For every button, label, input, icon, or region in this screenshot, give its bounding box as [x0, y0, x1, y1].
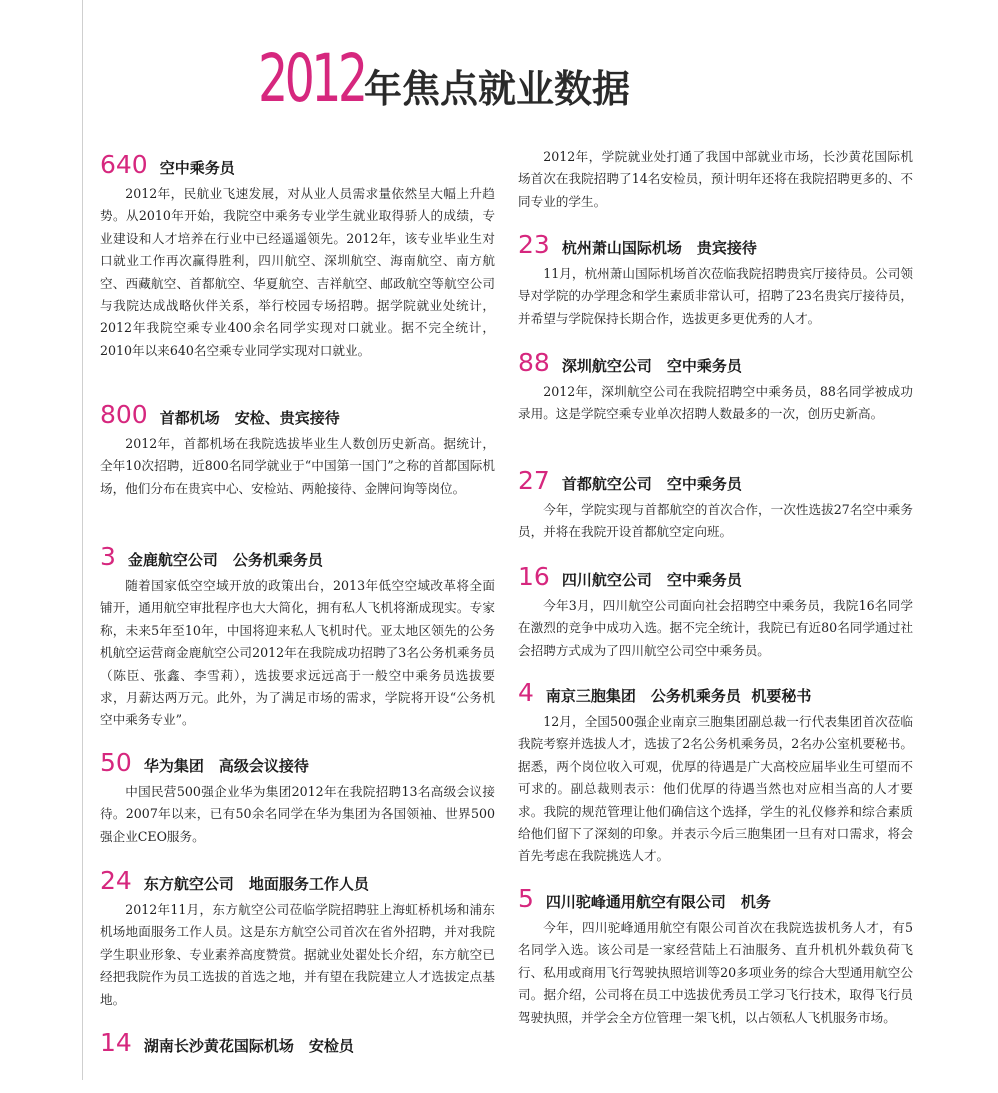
section-heading: [518, 884, 913, 914]
section-14-continued: [518, 146, 913, 213]
section-number: 800: [100, 400, 148, 429]
section-heading: [100, 866, 495, 896]
section-body: 今年3月，四川航空公司面向社会招聘空中乘务员，我院16名同学在激烈的竞争中成功入选。据不完全统计，我院已有近80名同学通过社会招聘方式成为了四川航空公司空中乘务员。: [518, 598, 913, 658]
section-number: 14: [100, 1028, 132, 1057]
section-4: [518, 678, 913, 868]
section-title: 金鹿航空公司 公务机乘务员: [127, 551, 323, 569]
section-body: 今年，四川驼峰通用航空有限公司首次在我院选拔机务人才，有5名同学入选。该公司是一家经营陆上石油服务、直升机机外载负荷飞行、私用或商用飞行驾驶执照培训等20多项业务的综合大型通用航空公司。据介绍，公司将在员工中选拔优秀员工学习飞行技术，取得飞行员驾驶执照，并学会全方位管理一架飞机，以占领私人飞机服务市场。: [518, 920, 913, 1025]
section-heading: [100, 400, 495, 430]
section-23: [518, 230, 913, 330]
section-number: 27: [518, 466, 550, 495]
section-title: 南京三胞集团 公务机乘务员 机要秘书: [545, 687, 812, 705]
section-heading: [100, 542, 495, 572]
section-800: [100, 400, 495, 500]
section-body: 12月，全国500强企业南京三胞集团副总裁一行代表集团首次莅临我院考察并选拔人才，选拔了2名公务机乘务员，2名办公室机要秘书。据悉，两个岗位收入可观，优厚的待遇是广大高校应届毕业生可望而不可求的。副总裁则表示：他们优厚的待遇当然也对应相当高的人才要求。我院的规范管理让他们确信这个选择，学生的礼仪修养和综合素质给他们留下了深刻的印象。并表示今后三胞集团一旦有对口需求，将会首先考虑在我院挑选人才。: [518, 714, 913, 864]
section-title: 四川驼峰通用航空有限公司 机务: [545, 893, 771, 911]
section-number: 16: [518, 562, 550, 591]
section-body: 2012年，首都机场在我院选拔毕业生人数创历史新高。据统计，全年10次招聘，近800名同学就业于“中国第一国门”之称的首都国际机场，他们分布在贵宾中心、安检站、两舱接待、金牌问询等岗位。: [100, 436, 495, 496]
page-margin-line: [82, 0, 83, 1080]
section-number: 4: [518, 678, 534, 707]
section-heading: [518, 348, 913, 378]
section-heading: [518, 230, 913, 260]
section-heading: [100, 1028, 495, 1058]
section-title: 湖南长沙黄花国际机场 安检员: [143, 1037, 354, 1055]
section-number: 3: [100, 542, 116, 571]
section-50: [100, 748, 495, 848]
section-body: 11月，杭州萧山国际机场首次莅临我院招聘贵宾厅接待员。公司领导对学院的办学理念和学生素质非常认可，招聘了23名贵宾厅接待员，并希望与学院保持长期合作，选拔更多更优秀的人才。: [518, 266, 913, 326]
section-title: 东方航空公司 地面服务工作人员: [143, 875, 369, 893]
section-heading: [518, 562, 913, 592]
section-88: [518, 348, 913, 426]
section-heading: [518, 678, 913, 708]
title-year: 2012: [258, 40, 365, 117]
section-5: [518, 884, 913, 1029]
section-body: 2012年11月，东方航空公司莅临学院招聘驻上海虹桥机场和浦东机场地面服务工作人员。这是东方航空公司首次在省外招聘，并对我院学生职业形象、专业素养高度赞赏。据就业处翟处长介绍，东方航空已经把我院作为员工选拔的首选之地，并有望在我院建立人才选拔定点基地。: [100, 902, 495, 1007]
section-640: [100, 150, 495, 362]
section-number: 5: [518, 884, 534, 913]
section-27: [518, 466, 913, 544]
section-body: 随着国家低空空域开放的政策出台，2013年低空空域改革将全面铺开，通用航空审批程序也大大简化，拥有私人飞机将渐成现实。专家称，未来5年至10年，中国将迎来私人飞机时代。亚太地区领先的公务机航空运营商金鹿航空公司2012年在我院成功招聘了3名公务机乘务员（陈臣、张鑫、李雪莉），选拔要求远远高于一般空中乘务员选拔要求，月薪达两万元。此外，为了满足市场的需求，学院将开设“公务机空中乘务专业”。: [100, 578, 495, 728]
title-text: 年焦点就业数据: [364, 67, 631, 111]
section-body: 2012年，民航业飞速发展，对从业人员需求量依然呈大幅上升趋势。从2010年开始，我院空中乘务专业学生就业取得骄人的成绩，专业建设和人才培养在行业中已经遥遥领先。2012年，该专业毕业生对口就业工作再次赢得胜利，四川航空、深圳航空、海南航空、南方航空、西藏航空、首都航空、华夏航空、吉祥航空、邮政航空等航空公司与我院达成战略伙伴关系，举行校园专场招聘。据学院就业处统计，2012年我院空乘专业400余名同学实现对口就业。据不完全统计，2010年以来640名空乘专业同学实现对口就业。: [100, 186, 495, 358]
section-16: [518, 562, 913, 662]
section-heading: [100, 748, 495, 778]
section-number: 88: [518, 348, 550, 377]
section-title: 杭州萧山国际机场 贵宾接待: [561, 239, 757, 257]
section-number: 23: [518, 230, 550, 259]
section-heading: [518, 466, 913, 496]
section-title: 华为集团 高级会议接待: [143, 757, 309, 775]
section-body: 2012年，深圳航空公司在我院招聘空中乘务员，88名同学被成功录用。这是学院空乘专业单次招聘人数最多的一次，创历史新高。: [518, 384, 913, 422]
section-3: [100, 542, 495, 732]
section-title: 四川航空公司 空中乘务员: [561, 571, 742, 589]
section-title: 首都机场 安检、贵宾接待: [159, 409, 340, 427]
section-body: 2012年，学院就业处打通了我国中部就业市场，长沙黄花国际机场首次在我院招聘了14名安检员，预计明年还将在我院招聘更多的、不同专业的学生。: [518, 149, 913, 209]
section-title: 首都航空公司 空中乘务员: [561, 475, 742, 493]
section-heading: [100, 150, 495, 180]
section-number: 50: [100, 748, 132, 777]
section-body: 今年，学院实现与首都航空的首次合作，一次性选拔27名空中乘务员，并将在我院开设首都航空定向班。: [518, 502, 913, 540]
section-14: [100, 1028, 495, 1058]
section-title: 空中乘务员: [159, 159, 235, 177]
page-title: [258, 32, 631, 117]
section-number: 640: [100, 150, 148, 179]
section-body: 中国民营500强企业华为集团2012年在我院招聘13名高级会议接待。2007年以来，已有50余名同学在华为集团为各国领袖、世界500强企业CEO服务。: [100, 784, 495, 844]
section-number: 24: [100, 866, 132, 895]
section-title: 深圳航空公司 空中乘务员: [561, 357, 742, 375]
section-24: [100, 866, 495, 1011]
